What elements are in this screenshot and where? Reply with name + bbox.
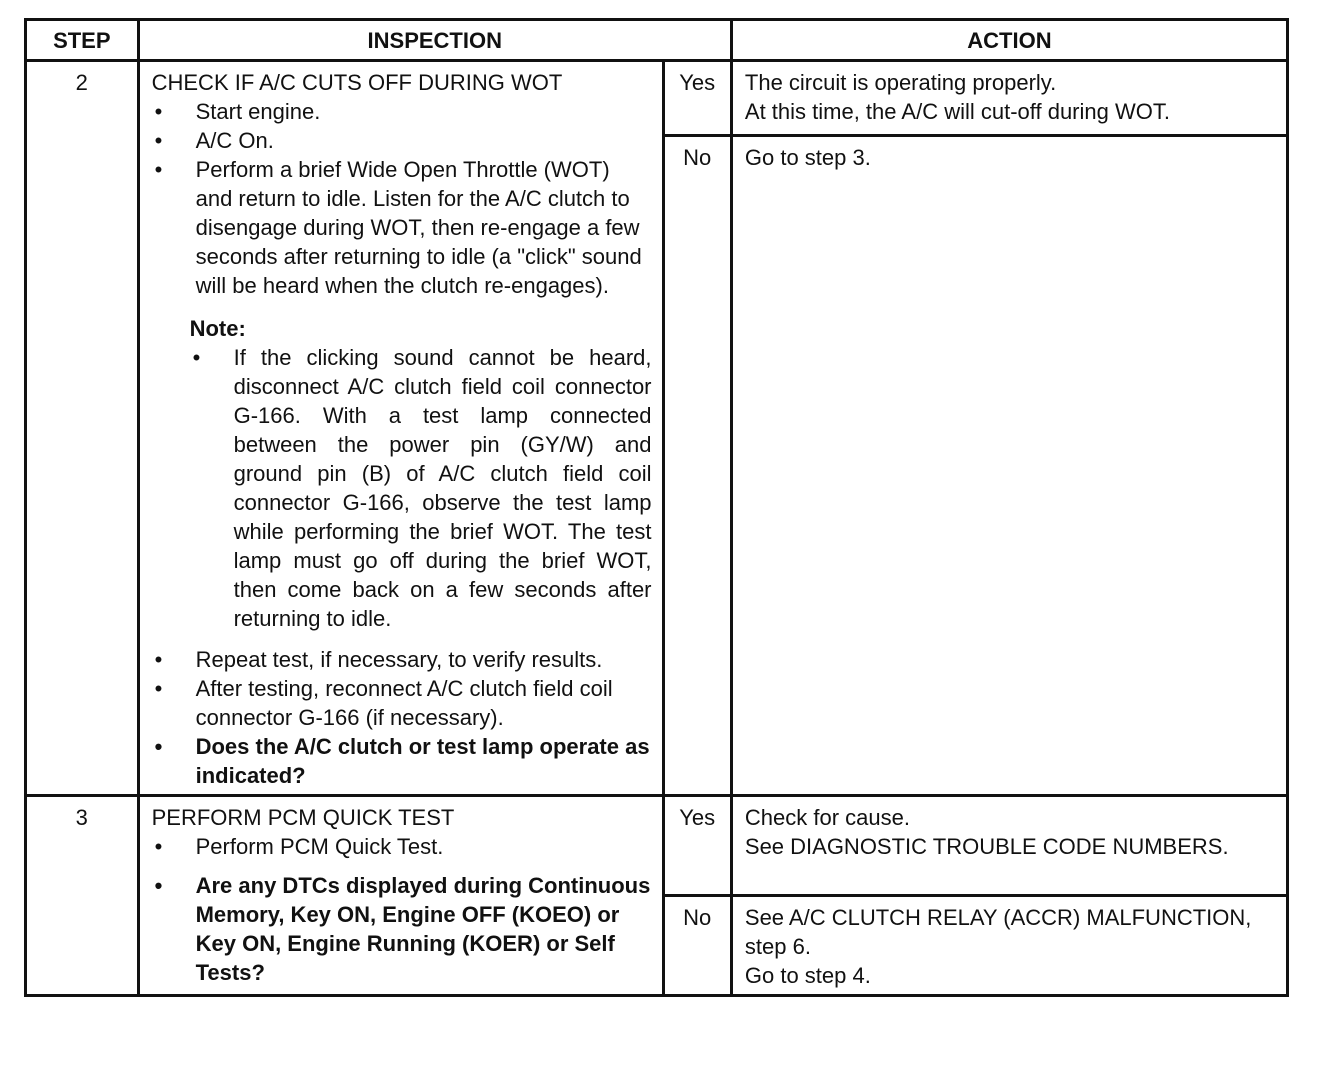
list-item xyxy=(152,674,652,732)
list-item-text: Start engine. xyxy=(195,99,321,124)
no-action xyxy=(731,896,1287,996)
bullet-icon: • xyxy=(154,676,163,701)
inspection-cell xyxy=(138,796,663,996)
question-text: Does the A/C clutch or test lamp operate as indicated? xyxy=(195,734,650,788)
list-item-text: Repeat test, if necessary, to verify results. xyxy=(195,647,603,672)
list-item-text: Perform a brief Wide Open Throttle (WOT) and return to idle. Listen for the A/C clutch to disengage during WOT, then re-engage a few seconds after returning to idle (a "click" sound will be heard when the clutch re-engages). xyxy=(195,157,642,298)
no-label: No xyxy=(663,136,731,796)
bullet-icon: • xyxy=(154,647,163,672)
header-inspection: INSPECTION xyxy=(138,20,731,61)
action-line: See DIAGNOSTIC TROUBLE CODE NUMBERS. xyxy=(744,834,1229,859)
bullet-icon: • xyxy=(192,345,201,370)
inspection-title: PERFORM PCM QUICK TEST xyxy=(151,805,455,830)
bullet-icon: • xyxy=(154,873,163,898)
yes-label: Yes xyxy=(663,796,731,896)
question-item xyxy=(152,871,652,987)
inspection-cell xyxy=(138,61,663,796)
bullet-icon: • xyxy=(154,99,163,124)
list-item-text: Perform PCM Quick Test. xyxy=(195,834,444,859)
bullet-icon: • xyxy=(154,157,163,182)
note-block xyxy=(190,314,652,633)
no-action xyxy=(731,136,1287,796)
bullet-icon: • xyxy=(154,734,163,759)
list-item xyxy=(152,832,652,861)
yes-action xyxy=(731,796,1287,896)
action-line: Check for cause. xyxy=(744,805,910,830)
list-item xyxy=(190,343,652,633)
inspection-bullets-after xyxy=(152,645,652,790)
list-item-text: After testing, reconnect A/C clutch field coil connector G-166 (if necessary). xyxy=(195,676,613,730)
header-step: STEP xyxy=(26,20,139,61)
inspection-bullets xyxy=(152,97,652,300)
yes-action xyxy=(731,61,1287,136)
bullet-icon: • xyxy=(154,834,163,859)
action-line: Go to step 3. xyxy=(744,145,871,170)
action-line: See A/C CLUTCH RELAY (ACCR) MALFUNCTION, step 6. xyxy=(744,905,1252,959)
list-item xyxy=(152,97,652,126)
list-item xyxy=(152,155,652,300)
header-action: ACTION xyxy=(731,20,1287,61)
step-number: 2 xyxy=(26,61,139,796)
bullet-icon: • xyxy=(154,128,163,153)
inspection-bullets xyxy=(152,832,652,987)
list-item xyxy=(152,126,652,155)
no-label: No xyxy=(663,896,731,996)
diagnostic-table xyxy=(24,18,1289,997)
question-text: Are any DTCs displayed during Continuous Memory, Key ON, Engine OFF (KOEO) or Key ON, Engine Running (KOER) or Self Tests? xyxy=(195,873,651,985)
action-line: Go to step 4. xyxy=(744,963,871,988)
step-number: 3 xyxy=(26,796,139,996)
inspection-title: CHECK IF A/C CUTS OFF DURING WOT xyxy=(151,70,563,95)
table-row-step-3-yes xyxy=(26,796,1288,896)
list-item xyxy=(152,645,652,674)
note-list xyxy=(190,343,652,633)
table-row-step-2-yes xyxy=(26,61,1288,136)
yes-label: Yes xyxy=(663,61,731,136)
list-item-text: A/C On. xyxy=(195,128,274,153)
note-text: If the clicking sound cannot be heard, disconnect A/C clutch field coil connector G-166. With a test lamp connected between the power pin (GY/W) and ground pin (B) of A/C clutch field coil connector G-166, observe the test lamp while performing the brief WOT. The test lamp must go off during the brief WOT, then come back on a few seconds after returning to idle. xyxy=(233,345,652,631)
header-row xyxy=(26,20,1288,61)
action-line: At this time, the A/C will cut-off during WOT. xyxy=(744,99,1170,124)
note-label: Note: xyxy=(189,316,246,341)
question-item xyxy=(152,732,652,790)
action-line: The circuit is operating properly. xyxy=(744,70,1057,95)
